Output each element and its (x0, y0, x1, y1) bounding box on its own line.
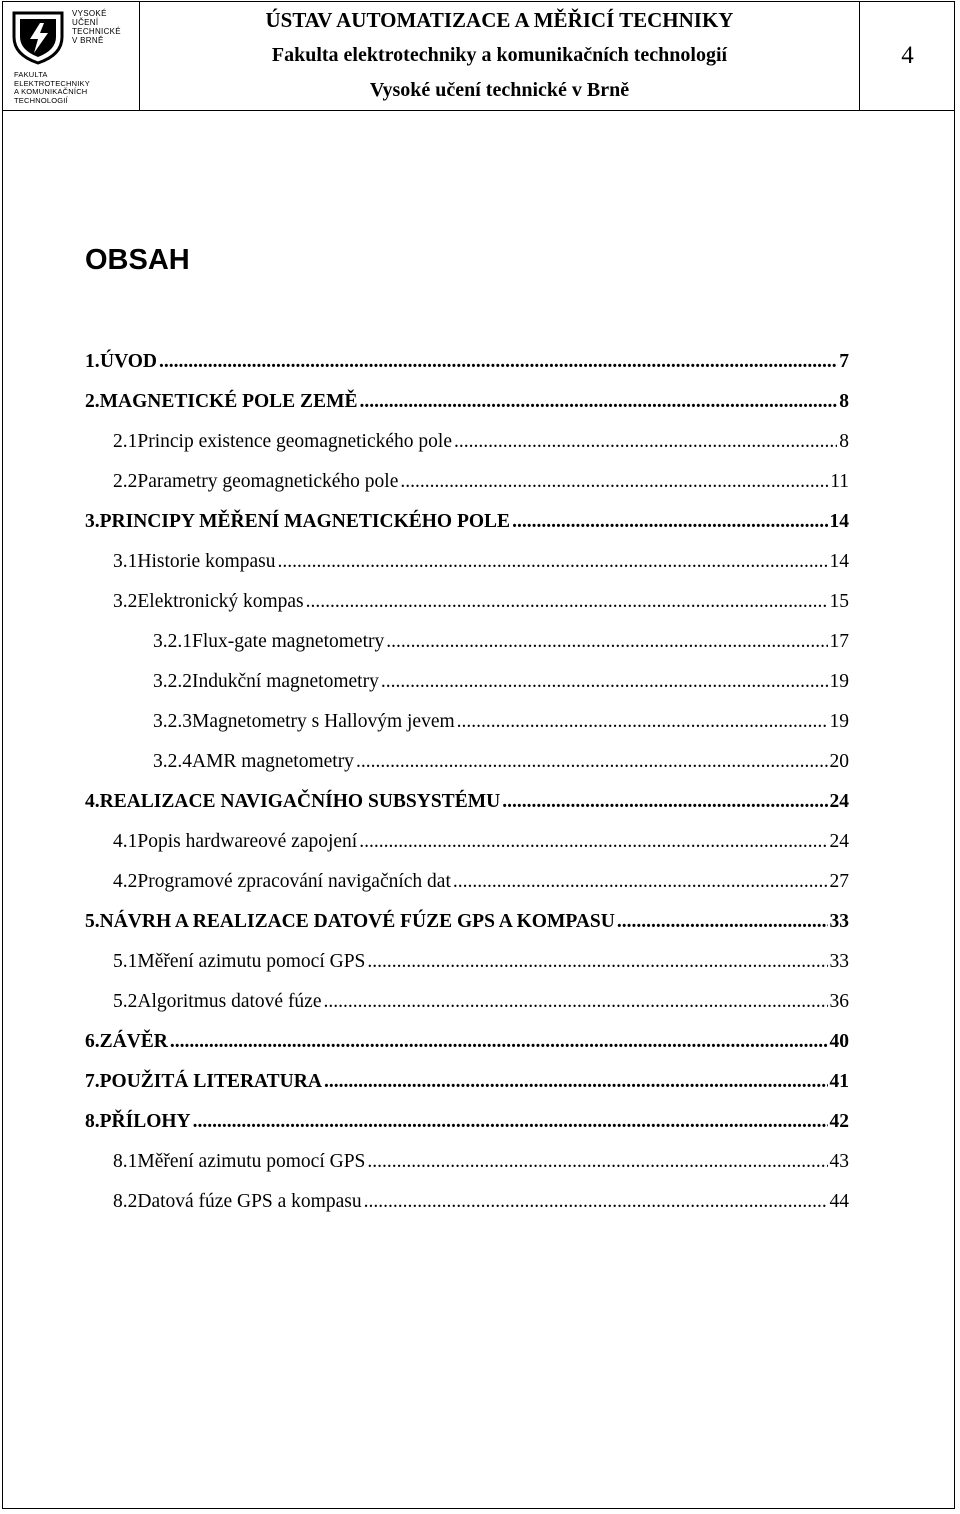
toc-entry[interactable]: 8.1 Měření azimutu pomocí GPS ..... 43 (85, 1151, 849, 1191)
toc-entry[interactable]: 3.2 Elektronický kompas ..... 15 (85, 591, 849, 631)
toc-entry[interactable]: 3.2.3 Magnetometry s Hallovým jevem ..... 19 (85, 711, 849, 751)
toc-entry[interactable]: 5. NÁVRH A REALIZACE DATOVÉ FÚZE GPS A KOMPASU ..... 33 (85, 911, 849, 951)
toc-title: OBSAH (85, 244, 190, 276)
toc-entry[interactable]: 2.2 Parametry geomagnetického pole ..... 11 (85, 471, 849, 511)
toc-entry[interactable]: 8. PŘÍLOHY ..... 42 (85, 1111, 849, 1151)
toc-entry[interactable]: 2. MAGNETICKÉ POLE ZEMĚ ..... 8 (85, 391, 849, 431)
toc-entry[interactable]: 5.1 Měření azimutu pomocí GPS ..... 33 (85, 951, 849, 991)
toc-entry[interactable]: 3.2.2 Indukční magnetometry ..... 19 (85, 671, 849, 711)
toc-entry[interactable]: 1. ÚVOD ..... 7 (85, 351, 849, 391)
page-header (2, 1, 955, 111)
toc-entry[interactable]: 3.2.1 Flux-gate magnetometry ..... 17 (85, 631, 849, 671)
header-titles (140, 1, 860, 110)
faculty-name: Fakulta elektrotechniky a komunikačních technologií (271, 44, 728, 66)
shield-logo-icon (10, 7, 66, 65)
toc-entry[interactable]: 3.2.4 AMR magnetometry ..... 20 (85, 751, 849, 791)
toc-entry[interactable]: 3.1 Historie kompasu ..... 14 (85, 551, 849, 591)
toc-entry[interactable]: 4.1 Popis hardwareové zapojení ..... 24 (85, 831, 849, 871)
toc-entry[interactable]: 2.1 Princip existence geomagnetického pole ..... 8 (85, 431, 849, 471)
toc-entry[interactable]: 5.2 Algoritmus datové fúze ..... 36 (85, 991, 849, 1031)
university-logo (2, 1, 140, 110)
logo-text-bottom: FAKULTA ELEKTROTECHNIKY A KOMUNIKAČNÍCH TECHNOLOGIÍ (14, 70, 90, 105)
table-of-contents (85, 351, 849, 1231)
logo-text-top: VYSOKÉ UČENÍ TECHNICKÉ V BRNĚ (72, 9, 121, 45)
page-number: 4 (901, 41, 914, 69)
university-name: Vysoké učení technické v Brně (369, 79, 630, 101)
institute-name: ÚSTAV AUTOMATIZACE A MĚŘICÍ TECHNIKY (265, 8, 734, 32)
toc-entry[interactable]: 4.2 Programové zpracování navigačních dat ..... 27 (85, 871, 849, 911)
toc-entry[interactable]: 4. REALIZACE NAVIGAČNÍHO SUBSYSTÉMU ..... 24 (85, 791, 849, 831)
toc-entry[interactable]: 3. PRINCIPY MĚŘENÍ MAGNETICKÉHO POLE ..... 14 (85, 511, 849, 551)
toc-entry[interactable]: 8.2 Datová fúze GPS a kompasu ..... 44 (85, 1191, 849, 1231)
toc-entry[interactable]: 7. POUŽITÁ LITERATURA ..... 41 (85, 1071, 849, 1111)
toc-entry[interactable]: 6. ZÁVĚR ..... 40 (85, 1031, 849, 1071)
